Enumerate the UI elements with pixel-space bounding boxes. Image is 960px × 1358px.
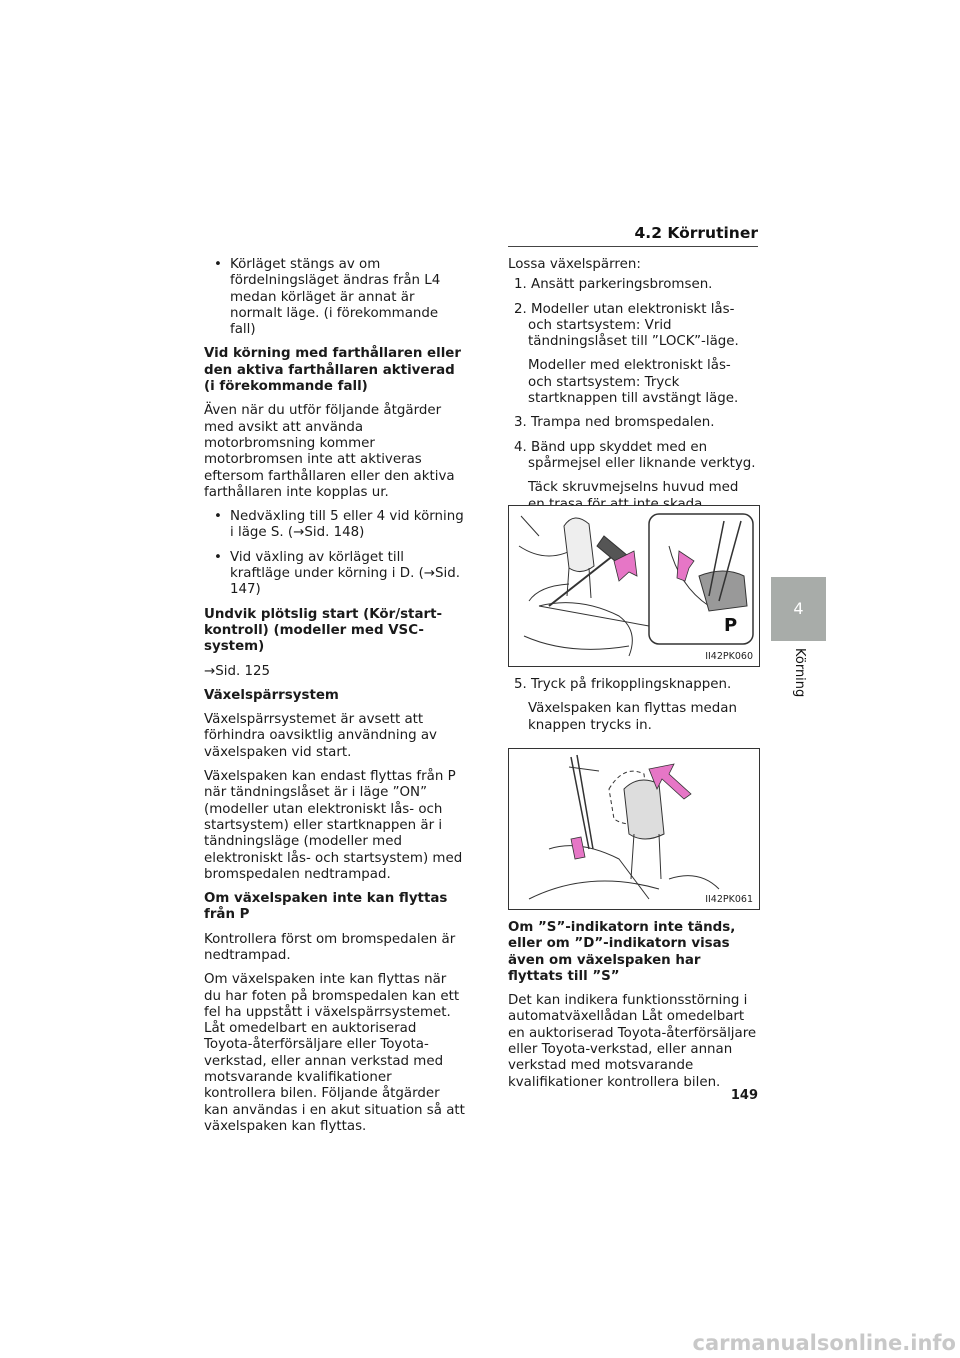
heading-lever-stuck: Om växelspaken inte kan flyttas från P: [204, 891, 448, 923]
paragraph-lever-stuck-1: Kontrollera först om bromspedalen är nedtrampad.: [204, 931, 456, 963]
shift-lever-cover-illustration: [509, 506, 759, 666]
right-column: [508, 257, 758, 537]
paragraph-shift-lock-2: Växelspaken kan endast flyttas från P när tändningslåset är i läge ”ON” (modeller utan elektroniskt lås- och startsystem) eller startknappen är i tändningsläge (modeller med elektroniskt lås- och startsystem) med bromspedalen nedtrampad.: [204, 769, 463, 882]
reference-sudden-start: →Sid. 125: [204, 663, 271, 679]
chapter-number: 4: [793, 599, 804, 618]
right-column-indicator: [508, 920, 758, 1099]
figure-code: II42PK060: [705, 651, 753, 662]
figure-code: II42PK061: [705, 894, 753, 905]
step-4: 4. Bänd upp skyddet med en spårmejsel eller liknande verktyg.: [514, 439, 756, 471]
page-number: 149: [730, 1088, 758, 1103]
right-column-step5: [508, 677, 758, 742]
chapter-label: [770, 648, 828, 728]
figure-pry-cover: [508, 505, 760, 667]
heading-indicator-fault: Om ”S”-indikatorn inte tänds, eller om ”D”-indikatorn visas även om växelspaken har flyttats till ”S”: [508, 920, 736, 984]
chapter-label-text: Körning: [792, 648, 807, 698]
bullet-mode-off: • Körläget stängs av om fördelningsläget ändras från L4 medan körläget är annat är normalt läge. (i förekommande fall): [204, 257, 466, 338]
paragraph-indicator-fault: Det kan indikera funktionsstörning i automatväxellådan Låt omedelbart en auktoriserad Toyota-återförsäljare eller Toyota-verkstad, eller annan verkstad med motsvarande kvalifikationer kontrollera bilen.: [508, 993, 757, 1090]
release-intro: Lossa växelspärren:: [508, 257, 641, 272]
paragraph-lever-stuck-2: Om växelspaken inte kan flyttas när du har foten på bromspedalen kan ett fel ha uppstått i växelspärrsystemet. Låt omedelbart en auktoriserad Toyota-återförsäljare eller Toyota-verkstad, eller annan verkstad med motsvarande kvalifikationer kontrollera bilen. Följande åtgärder kan användas i en akut situation så att växelspaken kan flyttas.: [204, 972, 465, 1134]
paragraph-cruise-control: Även när du utför följande åtgärder med avsikt att använda motorbromsning kommer motorbromsen inte att aktiveras eftersom farthållaren eller den aktiva farthållaren inte kopplas ur.: [204, 403, 455, 500]
heading-sudden-start: Undvik plötslig start (Kör/start-kontroll) (modeller med VSC-system): [204, 606, 443, 655]
step-2: 2. Modeller utan elektroniskt lås- och startsystem: Vrid tändningslåset till ”LOCK”-läge.: [514, 301, 739, 350]
step-5: 5. Tryck på frikopplingsknappen.: [514, 677, 732, 692]
pink-arrow-icon: [571, 837, 585, 859]
left-column: [204, 257, 466, 1143]
header-rule: [508, 246, 758, 247]
watermark: carmanualsonline.info: [692, 1331, 956, 1355]
chapter-tab: [771, 577, 826, 641]
figure-release-button: [508, 748, 760, 910]
heading-cruise-control: Vid körning med farthållaren eller den aktiva farthållaren aktiverad (i förekommande fall): [204, 346, 461, 395]
paragraph-shift-lock-1: Växelspärrsystemet är avsett att förhindra oavsiktlig användning av växelspaken vid start.: [204, 712, 437, 760]
release-button-illustration: [509, 749, 759, 909]
bullet-downshift: • Nedväxling till 5 eller 4 vid körning i läge S. (→Sid. 148): [204, 509, 466, 542]
step-1: 1. Ansätt parkeringsbromsen.: [514, 277, 713, 293]
step-5-note: Växelspaken kan flyttas medan knappen trycks in.: [528, 701, 737, 733]
section-title: 4.2 Körrutiner: [634, 224, 758, 242]
bullet-power-mode: • Vid växling av körläget till kraftläge under körning i D. (→Sid. 147): [204, 550, 466, 599]
step-2-note: Modeller med elektroniskt lås- och startsystem: Tryck startknappen till avstängt läge.: [528, 358, 739, 407]
step-3: 3. Trampa ned bromspedalen.: [514, 415, 715, 431]
park-letter: P: [724, 615, 738, 636]
step-4-note: Täck skruvmejselns huvud med: [528, 480, 739, 496]
heading-shift-lock: Växelspärrsystem: [204, 687, 339, 703]
